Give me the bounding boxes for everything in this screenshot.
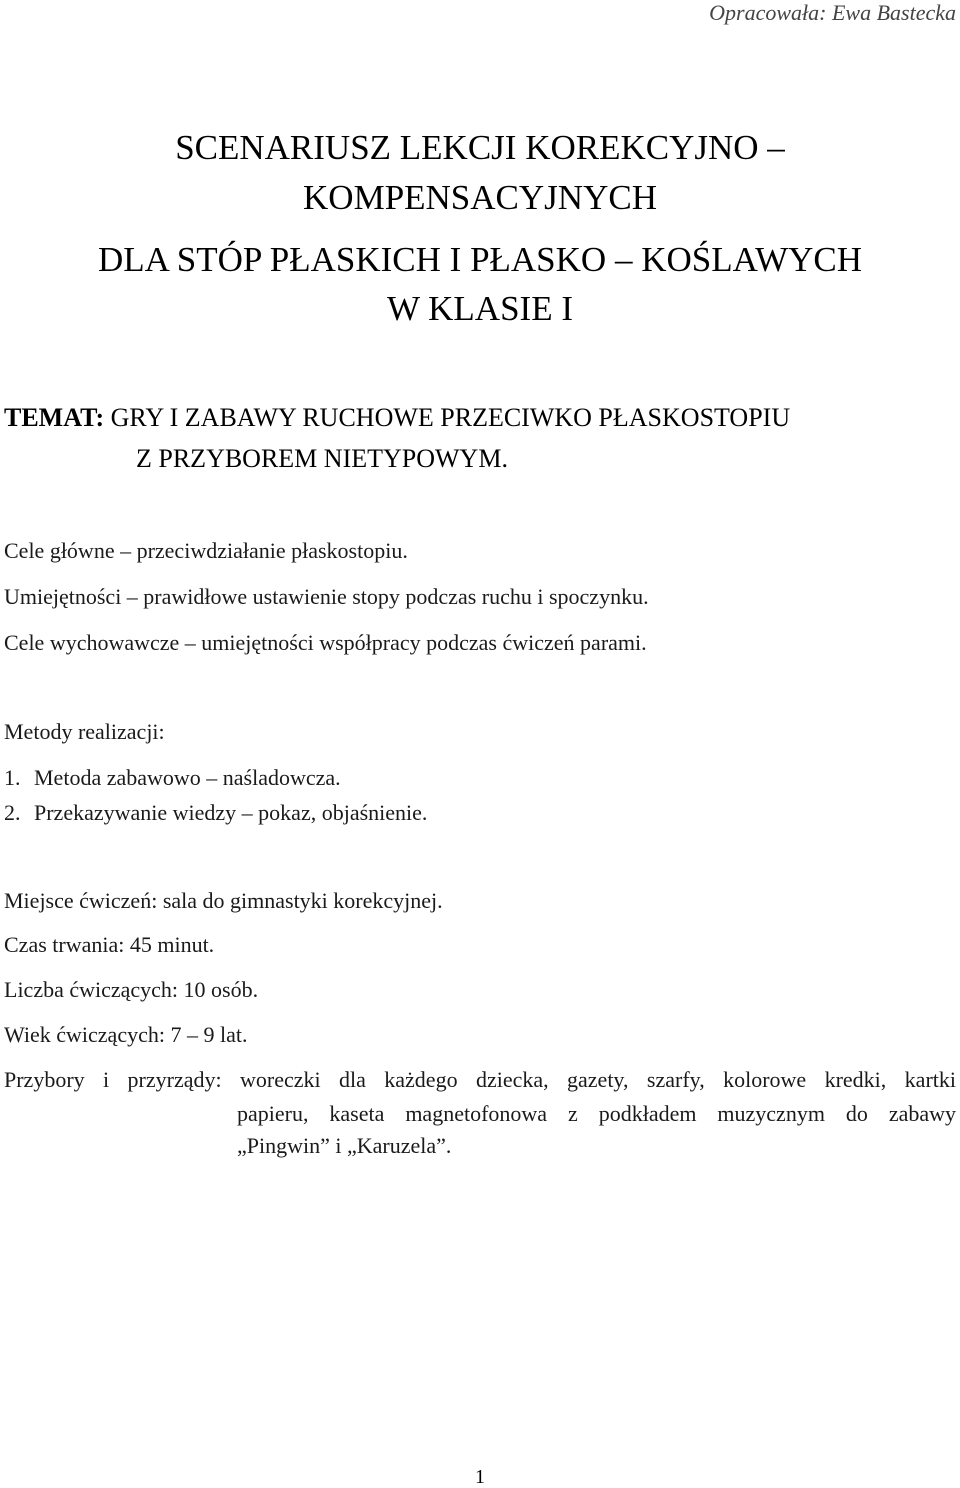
topic-label: TEMAT:	[4, 403, 105, 432]
methods-heading: Metody realizacji:	[4, 719, 165, 744]
title-line-1: SCENARIUSZ LEKCJI KOREKCYJNO –	[175, 128, 785, 167]
title-line-3: DLA STÓP PŁASKICH I PŁASKO – KOŚLAWYCH	[97, 240, 863, 279]
method-number: 1.	[4, 765, 21, 790]
info-age: Wiek ćwiczących: 7 – 9 lat.	[4, 1022, 248, 1047]
topic-text-continued: Z PRZYBOREM NIETYPOWYM.	[136, 444, 508, 473]
tools-line-3: „Pingwin” i „Karuzela”.	[237, 1133, 452, 1158]
topic-text: GRY I ZABAWY RUCHOWE PRZECIWKO PŁASKOSTOPIU	[110, 403, 791, 432]
goal-educational: Cele wychowawcze – umiejętności współpracy podczas ćwiczeń parami.	[4, 630, 647, 655]
title-line-2: KOMPENSACYJNYCH	[303, 178, 657, 217]
method-text: Metoda zabawowo – naśladowcza.	[34, 765, 341, 790]
method-number: 2.	[4, 800, 21, 825]
page-number: 1	[475, 1466, 485, 1488]
title-line-4: W KLASIE I	[387, 289, 573, 328]
author-note: Opracowała: Ewa Bastecka	[709, 0, 956, 25]
goal-skills: Umiejętności – prawidłowe ustawienie stopy podczas ruchu i spoczynku.	[4, 584, 649, 609]
goal-main: Cele główne – przeciwdziałanie płaskostopiu.	[4, 538, 408, 563]
method-text: Przekazywanie wiedzy – pokaz, objaśnienie.	[34, 800, 428, 825]
info-place: Miejsce ćwiczeń: sala do gimnastyki korekcyjnej.	[4, 888, 443, 913]
info-participants: Liczba ćwiczących: 10 osób.	[4, 977, 259, 1002]
tools-line-1: Przybory i przyrządy: woreczki dla każdego dziecka, gazety, szarfy, kolorowe kredki, kartki	[4, 1067, 956, 1092]
topic	[4, 403, 790, 433]
method-item	[4, 765, 341, 791]
method-item	[4, 800, 427, 826]
info-duration: Czas trwania: 45 minut.	[4, 932, 215, 957]
tools-line-2: papieru, kaseta magnetofonowa z podkładem muzycznym do zabawy	[237, 1101, 956, 1126]
